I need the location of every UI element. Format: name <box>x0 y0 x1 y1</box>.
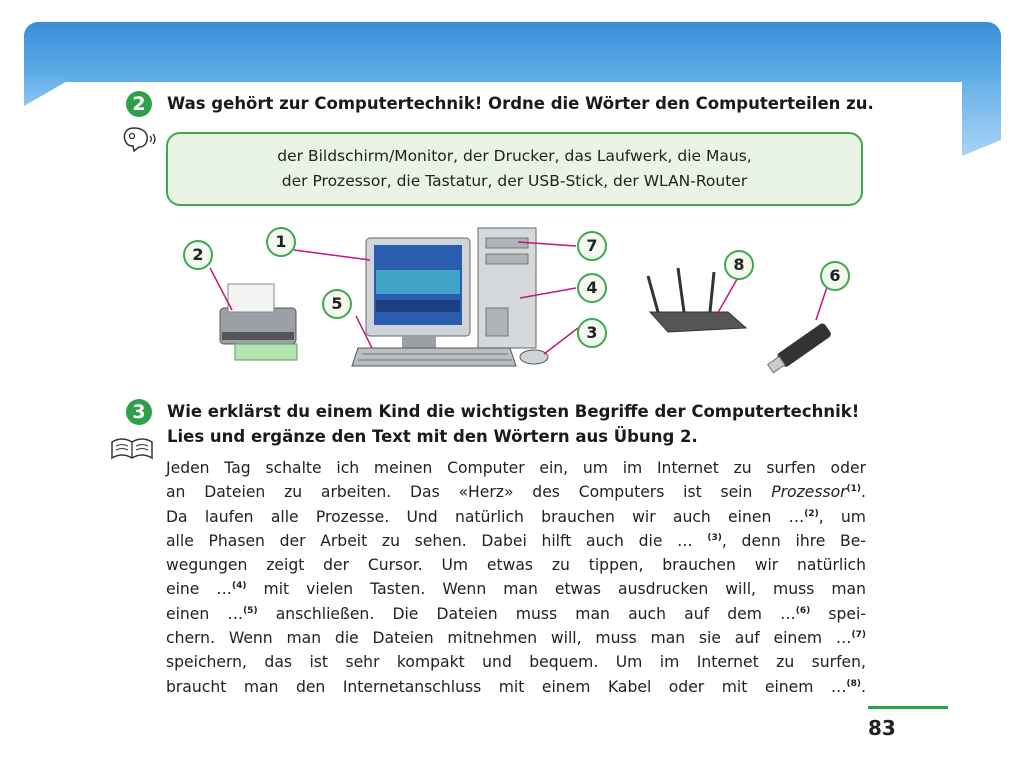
exercise-2-title: Was gehört zur Computertechnik! Ordne die Wörter den Computerteilen zu. <box>167 94 874 113</box>
mouse-image <box>520 350 548 364</box>
exercise-2-number: 2 <box>126 91 152 117</box>
text-line-6: eine …$^{(4)}$ mit vielen Tasten. Wenn man etwas ausdrucken will, muss man <box>166 580 866 599</box>
word-bank-line-2: der Prozessor, die Tastatur, der USB-Stick, der WLAN-Router <box>281 172 748 190</box>
text-line-9: speichern, das ist sehr kompakt und bequem. Um im Internet zu surfen, <box>166 653 866 672</box>
banner-fold-right <box>962 76 1001 156</box>
marker-7: 7 <box>577 231 607 261</box>
exercise-3-title-line-1: Wie erklärst du einem Kind die wichtigsten Begriffe der Computertechnik! <box>167 402 860 421</box>
keyboard-image <box>352 348 516 366</box>
word-bank-box <box>166 132 863 206</box>
text-line-1: Jeden Tag schalte ich meinen Computer ein, um im Internet zu surfen oder <box>166 459 866 477</box>
computer-tower-image <box>478 228 536 348</box>
reading-book-icon <box>108 434 156 464</box>
page-number-rule <box>868 706 948 709</box>
exercise-3-number: 3 <box>126 399 152 425</box>
printer-image <box>220 284 297 360</box>
text-line-5: wegungen zeigt der Cursor. Um etwas zu tippen, brauchen wir natürlich <box>166 556 866 575</box>
word-bank-line-1: der Bildschirm/Monitor, der Drucker, das Laufwerk, die Maus, <box>277 147 752 165</box>
answer-processor: Prozessor <box>771 483 847 502</box>
text-line-3: Da laufen alle Prozesse. Und natürlich brauchen wir auch einen …$^{(2)}$, um <box>166 507 866 526</box>
banner-fold-left <box>24 76 76 106</box>
marker-4: 4 <box>577 273 607 303</box>
exercise-3-title-line-2: Lies und ergänze den Text mit den Wörtern aus Übung 2. <box>167 427 698 446</box>
slide-banner <box>24 22 1001 82</box>
usb-stick-image <box>766 322 833 375</box>
text-line-2: an Dateien zu arbeiten. Das «Herz» des Computers ist sein Prozessor$^{(1)}$. <box>166 483 866 502</box>
listening-icon <box>120 124 160 154</box>
exercise-3-text <box>166 456 866 699</box>
text-line-7: einen …$^{(5)}$ anschließen. Die Dateien muss man auch auf dem …$^{(6)}$ spei- <box>166 604 866 623</box>
text-line-10: braucht man den Internetanschluss mit einem Kabel oder mit einem …$^{(8)}$. <box>166 677 866 696</box>
monitor-image <box>366 238 470 348</box>
text-line-8: chern. Wenn man die Dateien mitnehmen will, muss man sie auf einem …$^{(7)}$ <box>166 629 866 648</box>
page-number: 83 <box>868 716 896 740</box>
marker-1: 1 <box>266 227 296 257</box>
text-line-4: alle Phasen der Arbeit zu sehen. Dabei hilft auch die … $^{(3)}$, denn ihre Be- <box>166 531 866 550</box>
marker-6: 6 <box>820 261 850 291</box>
marker-2: 2 <box>183 240 213 270</box>
marker-3: 3 <box>577 318 607 348</box>
marker-5: 5 <box>322 289 352 319</box>
marker-8: 8 <box>724 250 754 280</box>
